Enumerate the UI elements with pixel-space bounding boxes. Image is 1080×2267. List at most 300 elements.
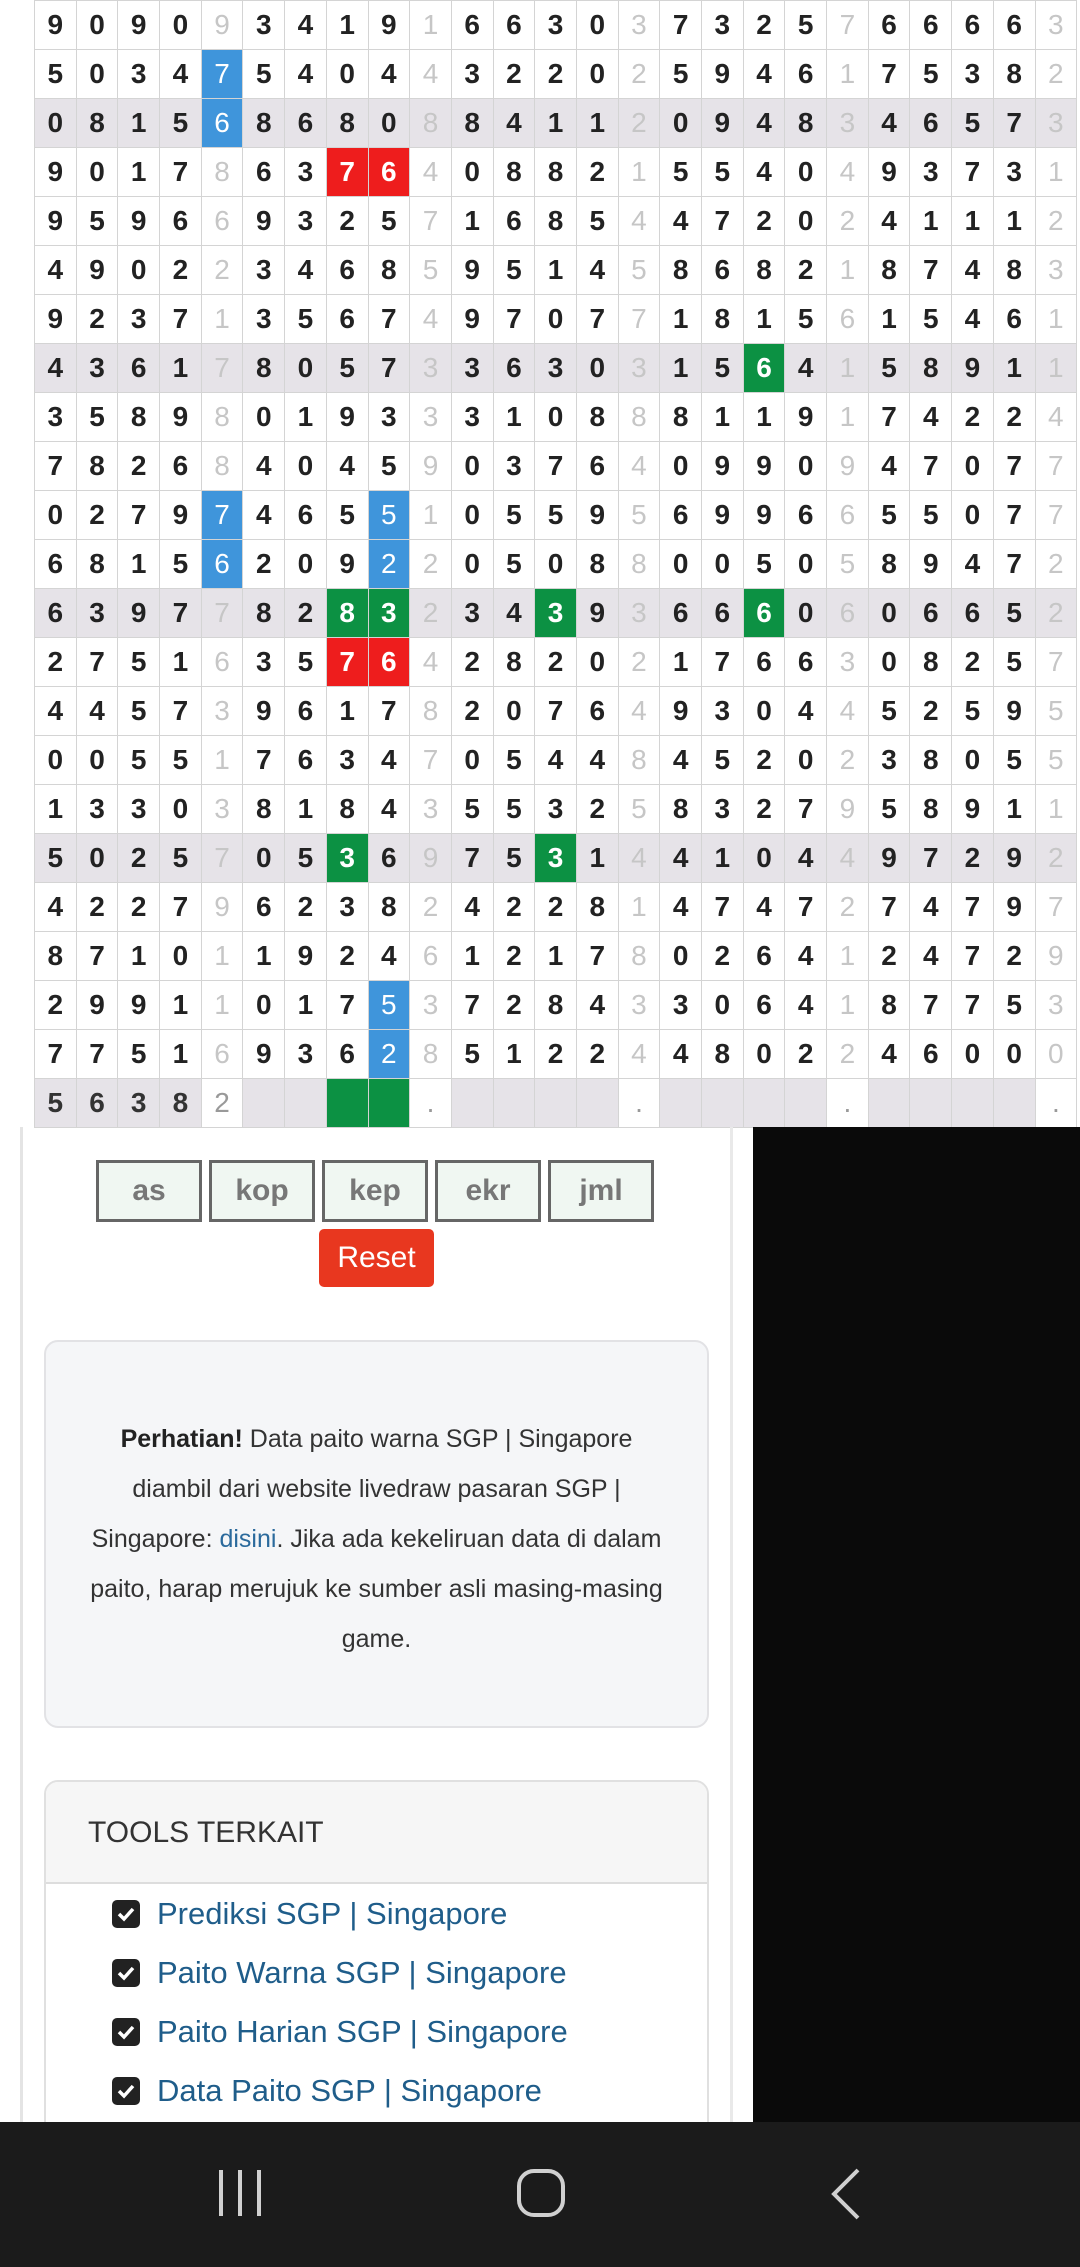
paito-cell[interactable]: 1 — [993, 344, 1035, 393]
paito-cell[interactable]: 7 — [368, 295, 410, 344]
paito-cell[interactable]: 4 — [952, 246, 994, 295]
paito-cell[interactable] — [576, 1079, 618, 1128]
paito-cell[interactable]: 9 — [451, 295, 493, 344]
paito-cell[interactable]: 7 — [660, 1, 702, 50]
paito-cell[interactable]: 9 — [35, 148, 77, 197]
paito-cell[interactable]: 2 — [35, 981, 77, 1030]
paito-cell[interactable]: 9 — [35, 197, 77, 246]
paito-cell[interactable]: 8 — [576, 883, 618, 932]
paito-cell[interactable]: 8 — [535, 197, 577, 246]
paito-cell[interactable]: 4 — [618, 687, 660, 736]
paito-cell[interactable]: 2 — [785, 246, 827, 295]
paito-cell[interactable]: 8 — [76, 99, 118, 148]
paito-cell[interactable]: 2 — [827, 883, 869, 932]
paito-cell[interactable]: 5 — [868, 785, 910, 834]
paito-cell[interactable]: 0 — [785, 736, 827, 785]
paito-cell[interactable]: 2 — [743, 736, 785, 785]
paito-cell[interactable]: 9 — [868, 148, 910, 197]
paito-cell[interactable]: 0 — [1035, 1030, 1077, 1079]
paito-cell[interactable]: 0 — [952, 1030, 994, 1079]
paito-cell[interactable]: 2 — [201, 1079, 243, 1128]
paito-cell[interactable]: 5 — [493, 736, 535, 785]
paito-cell[interactable]: 0 — [35, 491, 77, 540]
paito-cell[interactable]: 2 — [868, 932, 910, 981]
paito-cell[interactable]: 6 — [201, 99, 243, 148]
paito-cell[interactable]: 0 — [660, 540, 702, 589]
paito-cell[interactable]: 0 — [160, 1, 202, 50]
paito-cell[interactable]: 8 — [910, 785, 952, 834]
paito-cell[interactable]: 3 — [618, 981, 660, 1030]
paito-cell[interactable]: 4 — [285, 50, 327, 99]
paito-cell[interactable]: 2 — [827, 736, 869, 785]
paito-cell[interactable]: 9 — [35, 295, 77, 344]
paito-cell[interactable]: 2 — [285, 883, 327, 932]
paito-cell[interactable]: 6 — [827, 589, 869, 638]
paito-cell[interactable]: 7 — [201, 344, 243, 393]
paito-cell[interactable]: 3 — [326, 883, 368, 932]
paito-cell[interactable]: 7 — [993, 442, 1035, 491]
paito-cell[interactable]: 1 — [118, 148, 160, 197]
tools-item-label[interactable]: Paito Harian SGP | Singapore — [157, 2014, 568, 2049]
paito-cell[interactable]: 4 — [493, 99, 535, 148]
paito-cell[interactable]: 3 — [535, 344, 577, 393]
paito-cell[interactable]: 7 — [35, 442, 77, 491]
paito-cell[interactable]: 1 — [827, 344, 869, 393]
paito-cell[interactable]: 6 — [743, 638, 785, 687]
paito-cell[interactable]: 9 — [118, 981, 160, 1030]
paito-cell[interactable]: 7 — [535, 442, 577, 491]
paito-cell[interactable]: 7 — [118, 491, 160, 540]
paito-cell[interactable]: 6 — [493, 1, 535, 50]
paito-cell[interactable]: 3 — [243, 638, 285, 687]
paito-cell[interactable]: 9 — [993, 687, 1035, 736]
paito-cell[interactable]: 3 — [243, 1, 285, 50]
paito-cell[interactable]: 5 — [993, 638, 1035, 687]
paito-cell[interactable]: 1 — [952, 197, 994, 246]
paito-cell[interactable]: 4 — [410, 50, 452, 99]
paito-cell[interactable]: 8 — [35, 932, 77, 981]
paito-cell[interactable]: 7 — [993, 540, 1035, 589]
paito-cell[interactable]: 3 — [451, 50, 493, 99]
paito-cell[interactable]: 5 — [535, 491, 577, 540]
paito-cell[interactable]: 2 — [576, 148, 618, 197]
paito-cell[interactable]: 5 — [702, 736, 744, 785]
paito-cell[interactable]: 5 — [160, 736, 202, 785]
paito-cell[interactable]: 9 — [35, 1, 77, 50]
paito-cell[interactable]: 6 — [368, 148, 410, 197]
tools-item[interactable] — [112, 2002, 707, 2061]
paito-cell[interactable] — [243, 1079, 285, 1128]
paito-cell[interactable]: 5 — [1035, 687, 1077, 736]
paito-cell[interactable]: 7 — [76, 1030, 118, 1079]
paito-cell[interactable]: 2 — [993, 932, 1035, 981]
paito-cell[interactable]: 4 — [493, 589, 535, 638]
paito-cell[interactable]: 1 — [493, 1030, 535, 1079]
paito-cell[interactable]: 7 — [993, 491, 1035, 540]
paito-cell[interactable]: 3 — [285, 197, 327, 246]
paito-cell[interactable] — [493, 1079, 535, 1128]
paito-cell[interactable]: 6 — [702, 589, 744, 638]
paito-cell[interactable]: 8 — [160, 1079, 202, 1128]
paito-cell[interactable]: 1 — [535, 246, 577, 295]
paito-cell[interactable]: 3 — [76, 785, 118, 834]
paito-cell[interactable]: 3 — [535, 785, 577, 834]
paito-cell[interactable]: 0 — [285, 344, 327, 393]
paito-cell[interactable]: 6 — [326, 246, 368, 295]
paito-cell[interactable]: 1 — [576, 99, 618, 148]
paito-cell[interactable]: 0 — [326, 50, 368, 99]
paito-cell[interactable]: 7 — [952, 981, 994, 1030]
paito-cell[interactable]: 4 — [827, 148, 869, 197]
back-icon[interactable] — [826, 2167, 866, 2226]
paito-cell[interactable]: 3 — [827, 638, 869, 687]
paito-cell[interactable]: 3 — [1035, 99, 1077, 148]
paito-cell[interactable]: 5 — [368, 491, 410, 540]
paito-cell[interactable]: 9 — [827, 785, 869, 834]
paito-cell[interactable]: 6 — [910, 99, 952, 148]
paito-cell[interactable]: 4 — [868, 197, 910, 246]
paito-cell[interactable]: 8 — [702, 1030, 744, 1079]
paito-cell[interactable]: 5 — [493, 540, 535, 589]
paito-cell[interactable]: 6 — [243, 148, 285, 197]
paito-cell[interactable]: 1 — [1035, 785, 1077, 834]
paito-cell[interactable]: 3 — [660, 981, 702, 1030]
paito-cell[interactable]: 8 — [576, 540, 618, 589]
paito-cell[interactable]: 0 — [660, 442, 702, 491]
paito-cell[interactable]: 4 — [910, 883, 952, 932]
paito-cell[interactable]: 6 — [576, 442, 618, 491]
paito-cell[interactable]: 0 — [743, 1030, 785, 1079]
paito-cell[interactable]: 4 — [368, 50, 410, 99]
paito-cell[interactable]: 6 — [910, 1030, 952, 1079]
paito-cell[interactable]: 4 — [827, 687, 869, 736]
paito-cell[interactable]: 4 — [743, 148, 785, 197]
paito-cell[interactable]: 8 — [410, 1030, 452, 1079]
paito-cell[interactable]: 2 — [451, 638, 493, 687]
paito-cell[interactable]: 5 — [1035, 736, 1077, 785]
paito-cell[interactable]: 9 — [451, 246, 493, 295]
paito-cell[interactable]: 8 — [326, 785, 368, 834]
paito-cell[interactable]: 9 — [118, 1, 160, 50]
paito-cell[interactable]: 2 — [702, 932, 744, 981]
paito-cell[interactable]: 7 — [868, 50, 910, 99]
paito-cell[interactable]: 1 — [326, 687, 368, 736]
paito-cell[interactable]: 0 — [868, 638, 910, 687]
paito-cell[interactable]: 6 — [285, 687, 327, 736]
paito-cell[interactable]: 5 — [493, 491, 535, 540]
paito-cell[interactable]: 0 — [285, 540, 327, 589]
paito-cell[interactable]: 5 — [160, 540, 202, 589]
paito-cell[interactable]: 1 — [618, 883, 660, 932]
paito-cell[interactable]: 1 — [160, 344, 202, 393]
paito-cell[interactable]: 6 — [910, 589, 952, 638]
paito-cell[interactable]: 2 — [368, 540, 410, 589]
paito-cell[interactable]: 4 — [910, 932, 952, 981]
paito-cell[interactable]: 3 — [76, 344, 118, 393]
paito-cell[interactable]: 7 — [702, 197, 744, 246]
paito-cell[interactable]: 1 — [118, 540, 160, 589]
paito-cell[interactable]: 7 — [576, 932, 618, 981]
paito-cell[interactable]: 0 — [993, 1030, 1035, 1079]
paito-cell[interactable]: 5 — [493, 246, 535, 295]
paito-cell[interactable]: 2 — [576, 785, 618, 834]
paito-cell[interactable]: 8 — [535, 981, 577, 1030]
paito-cell[interactable]: 8 — [201, 393, 243, 442]
paito-cell[interactable]: 7 — [410, 736, 452, 785]
paito-cell[interactable]: 1 — [285, 785, 327, 834]
paito-cell[interactable]: 4 — [660, 197, 702, 246]
paito-cell[interactable]: 3 — [285, 1030, 327, 1079]
paito-cell[interactable]: 4 — [285, 246, 327, 295]
paito-cell[interactable] — [910, 1079, 952, 1128]
paito-cell[interactable]: 5 — [993, 589, 1035, 638]
paito-cell[interactable]: 3 — [702, 785, 744, 834]
paito-cell[interactable]: 8 — [326, 589, 368, 638]
paito-cell[interactable]: 8 — [368, 883, 410, 932]
paito-cell[interactable]: 3 — [910, 148, 952, 197]
paito-cell[interactable]: 9 — [243, 687, 285, 736]
paito-cell[interactable]: 7 — [410, 197, 452, 246]
paito-cell[interactable] — [993, 1079, 1035, 1128]
tools-item-label[interactable]: Paito Warna SGP | Singapore — [157, 1955, 567, 1990]
paito-cell[interactable]: 7 — [1035, 442, 1077, 491]
paito-cell[interactable]: 3 — [451, 393, 493, 442]
paito-cell[interactable]: 6 — [827, 491, 869, 540]
paito-cell[interactable]: 6 — [410, 932, 452, 981]
paito-cell[interactable]: 4 — [868, 442, 910, 491]
paito-cell[interactable]: 4 — [160, 50, 202, 99]
paito-cell[interactable]: 3 — [410, 344, 452, 393]
paito-cell[interactable]: 7 — [910, 442, 952, 491]
paito-cell[interactable]: 5 — [285, 834, 327, 883]
paito-cell[interactable]: 7 — [368, 687, 410, 736]
paito-cell[interactable]: 3 — [993, 148, 1035, 197]
paito-cell[interactable]: 5 — [118, 687, 160, 736]
paito-cell[interactable]: 1 — [1035, 148, 1077, 197]
paito-cell[interactable]: 0 — [285, 442, 327, 491]
paito-cell[interactable]: 6 — [868, 1, 910, 50]
paito-cell[interactable]: 2 — [1035, 197, 1077, 246]
paito-cell[interactable]: 6 — [368, 638, 410, 687]
paito-cell[interactable]: 6 — [993, 295, 1035, 344]
paito-cell[interactable]: 1 — [910, 197, 952, 246]
paito-cell[interactable] — [285, 1079, 327, 1128]
paito-cell[interactable]: 1 — [827, 932, 869, 981]
paito-cell[interactable]: 8 — [326, 99, 368, 148]
paito-cell[interactable]: 8 — [493, 638, 535, 687]
paito-cell[interactable]: 2 — [76, 883, 118, 932]
paito-cell[interactable]: 2 — [576, 1030, 618, 1079]
paito-cell[interactable] — [952, 1079, 994, 1128]
paito-cell[interactable]: 7 — [785, 883, 827, 932]
paito-cell[interactable]: 8 — [618, 393, 660, 442]
paito-cell[interactable]: 9 — [576, 589, 618, 638]
paito-cell[interactable]: 2 — [1035, 589, 1077, 638]
paito-cell[interactable]: 7 — [35, 1030, 77, 1079]
paito-cell[interactable]: 2 — [243, 540, 285, 589]
paito-cell[interactable]: 5 — [910, 295, 952, 344]
paito-cell[interactable]: 5 — [993, 981, 1035, 1030]
paito-cell[interactable]: 4 — [76, 687, 118, 736]
paito-cell[interactable]: 1 — [201, 932, 243, 981]
paito-cell[interactable]: 3 — [1035, 246, 1077, 295]
paito-cell[interactable]: 3 — [535, 1, 577, 50]
paito-cell[interactable]: 5 — [368, 981, 410, 1030]
paito-cell[interactable]: 5 — [368, 442, 410, 491]
filter-kep-button[interactable]: kep — [322, 1160, 428, 1222]
paito-cell[interactable]: 8 — [76, 442, 118, 491]
paito-cell[interactable]: 5 — [702, 148, 744, 197]
paito-cell[interactable]: 8 — [702, 295, 744, 344]
paito-cell[interactable]: 9 — [910, 540, 952, 589]
paito-cell[interactable]: 2 — [493, 932, 535, 981]
paito-cell[interactable]: 7 — [952, 932, 994, 981]
paito-cell[interactable]: 4 — [368, 932, 410, 981]
paito-cell[interactable]: 7 — [868, 883, 910, 932]
filter-kop-button[interactable]: kop — [209, 1160, 315, 1222]
paito-cell[interactable]: 3 — [76, 589, 118, 638]
paito-cell[interactable]: 8 — [993, 246, 1035, 295]
paito-cell[interactable]: 3 — [702, 687, 744, 736]
paito-cell[interactable]: 6 — [743, 932, 785, 981]
paito-cell[interactable]: 1 — [618, 148, 660, 197]
paito-cell[interactable]: . — [410, 1079, 452, 1128]
paito-cell[interactable]: 2 — [451, 687, 493, 736]
paito-cell[interactable]: 1 — [743, 295, 785, 344]
paito-cell[interactable]: 5 — [243, 50, 285, 99]
paito-cell[interactable]: 6 — [201, 1030, 243, 1079]
paito-cell[interactable]: 1 — [201, 981, 243, 1030]
paito-cell[interactable]: 6 — [326, 1030, 368, 1079]
paito-cell[interactable]: 1 — [160, 1030, 202, 1079]
paito-cell[interactable]: 5 — [76, 197, 118, 246]
paito-cell[interactable]: 1 — [451, 197, 493, 246]
paito-cell[interactable]: 9 — [952, 344, 994, 393]
paito-cell[interactable]: 7 — [910, 246, 952, 295]
paito-cell[interactable]: 3 — [201, 785, 243, 834]
paito-cell[interactable]: 8 — [618, 540, 660, 589]
paito-cell[interactable]: 0 — [785, 442, 827, 491]
paito-cell[interactable]: 8 — [868, 246, 910, 295]
paito-cell[interactable]: 9 — [243, 1030, 285, 1079]
paito-cell[interactable]: 9 — [785, 393, 827, 442]
paito-cell[interactable]: 6 — [201, 638, 243, 687]
paito-cell[interactable]: 9 — [201, 1, 243, 50]
paito-cell[interactable]: 0 — [76, 148, 118, 197]
paito-cell[interactable]: 9 — [410, 442, 452, 491]
paito-cell[interactable]: 2 — [535, 638, 577, 687]
paito-cell[interactable]: 4 — [618, 197, 660, 246]
paito-cell[interactable]: 4 — [785, 834, 827, 883]
paito-cell[interactable] — [743, 1079, 785, 1128]
paito-cell[interactable]: 4 — [35, 344, 77, 393]
paito-cell[interactable]: 7 — [201, 50, 243, 99]
paito-cell[interactable]: 9 — [285, 932, 327, 981]
paito-cell[interactable]: 0 — [868, 589, 910, 638]
paito-cell[interactable]: 4 — [952, 540, 994, 589]
paito-cell[interactable]: 3 — [618, 1, 660, 50]
paito-cell[interactable]: 1 — [201, 736, 243, 785]
paito-cell[interactable]: 5 — [118, 638, 160, 687]
paito-cell[interactable]: 2 — [535, 1030, 577, 1079]
paito-cell[interactable]: 4 — [868, 1030, 910, 1079]
paito-cell[interactable]: 6 — [285, 99, 327, 148]
paito-cell[interactable]: 0 — [451, 491, 493, 540]
paito-cell[interactable]: 5 — [326, 344, 368, 393]
paito-cell[interactable]: 2 — [493, 50, 535, 99]
reset-button[interactable]: Reset — [319, 1229, 434, 1287]
paito-cell[interactable]: 8 — [910, 344, 952, 393]
paito-cell[interactable]: 3 — [368, 393, 410, 442]
paito-cell[interactable] — [660, 1079, 702, 1128]
paito-cell[interactable]: 5 — [785, 295, 827, 344]
paito-cell[interactable]: 6 — [285, 491, 327, 540]
paito-cell[interactable]: 4 — [285, 1, 327, 50]
paito-cell[interactable]: 2 — [952, 638, 994, 687]
paito-cell[interactable] — [451, 1079, 493, 1128]
paito-cell[interactable]: 7 — [910, 981, 952, 1030]
paito-cell[interactable]: 2 — [535, 50, 577, 99]
paito-cell[interactable]: 0 — [118, 246, 160, 295]
paito-cell[interactable]: 4 — [35, 687, 77, 736]
paito-cell[interactable]: 9 — [243, 197, 285, 246]
paito-cell[interactable]: 2 — [910, 687, 952, 736]
paito-cell[interactable]: 5 — [660, 50, 702, 99]
paito-cell[interactable]: 8 — [118, 393, 160, 442]
paito-cell[interactable]: 4 — [618, 1030, 660, 1079]
paito-cell[interactable]: 7 — [160, 687, 202, 736]
paito-cell[interactable] — [868, 1079, 910, 1128]
paito-cell[interactable]: 5 — [160, 834, 202, 883]
paito-cell[interactable]: 0 — [576, 638, 618, 687]
paito-cell[interactable]: 6 — [702, 246, 744, 295]
paito-cell[interactable]: 3 — [410, 981, 452, 1030]
paito-cell[interactable]: 4 — [952, 295, 994, 344]
paito-cell[interactable]: . — [827, 1079, 869, 1128]
paito-cell[interactable]: 0 — [660, 99, 702, 148]
paito-cell[interactable]: 5 — [743, 540, 785, 589]
paito-cell[interactable]: 3 — [410, 785, 452, 834]
paito-cell[interactable]: 0 — [952, 491, 994, 540]
paito-cell[interactable]: 2 — [410, 540, 452, 589]
paito-cell[interactable]: 3 — [285, 148, 327, 197]
paito-cell[interactable]: 7 — [243, 736, 285, 785]
paito-cell[interactable]: 9 — [743, 442, 785, 491]
paito-cell[interactable]: 6 — [743, 589, 785, 638]
paito-cell[interactable]: 9 — [410, 834, 452, 883]
paito-cell[interactable]: 9 — [827, 442, 869, 491]
paito-cell[interactable]: 0 — [785, 589, 827, 638]
paito-cell[interactable]: 2 — [285, 589, 327, 638]
paito-cell[interactable]: 1 — [827, 981, 869, 1030]
paito-cell[interactable]: 5 — [618, 246, 660, 295]
paito-cell[interactable]: 6 — [201, 540, 243, 589]
paito-cell[interactable]: . — [618, 1079, 660, 1128]
paito-cell[interactable]: 5 — [285, 638, 327, 687]
paito-cell[interactable]: 4 — [618, 834, 660, 883]
paito-cell[interactable]: 7 — [326, 638, 368, 687]
paito-cell[interactable]: 0 — [243, 981, 285, 1030]
paito-cell[interactable]: 3 — [868, 736, 910, 785]
paito-cell[interactable]: 4 — [743, 883, 785, 932]
paito-cell[interactable]: . — [1035, 1079, 1077, 1128]
paito-cell[interactable]: 4 — [660, 1030, 702, 1079]
paito-cell[interactable]: 6 — [910, 1, 952, 50]
paito-cell[interactable]: 4 — [827, 834, 869, 883]
paito-cell[interactable]: 6 — [952, 589, 994, 638]
paito-cell[interactable]: 2 — [618, 50, 660, 99]
paito-cell[interactable]: 9 — [160, 393, 202, 442]
